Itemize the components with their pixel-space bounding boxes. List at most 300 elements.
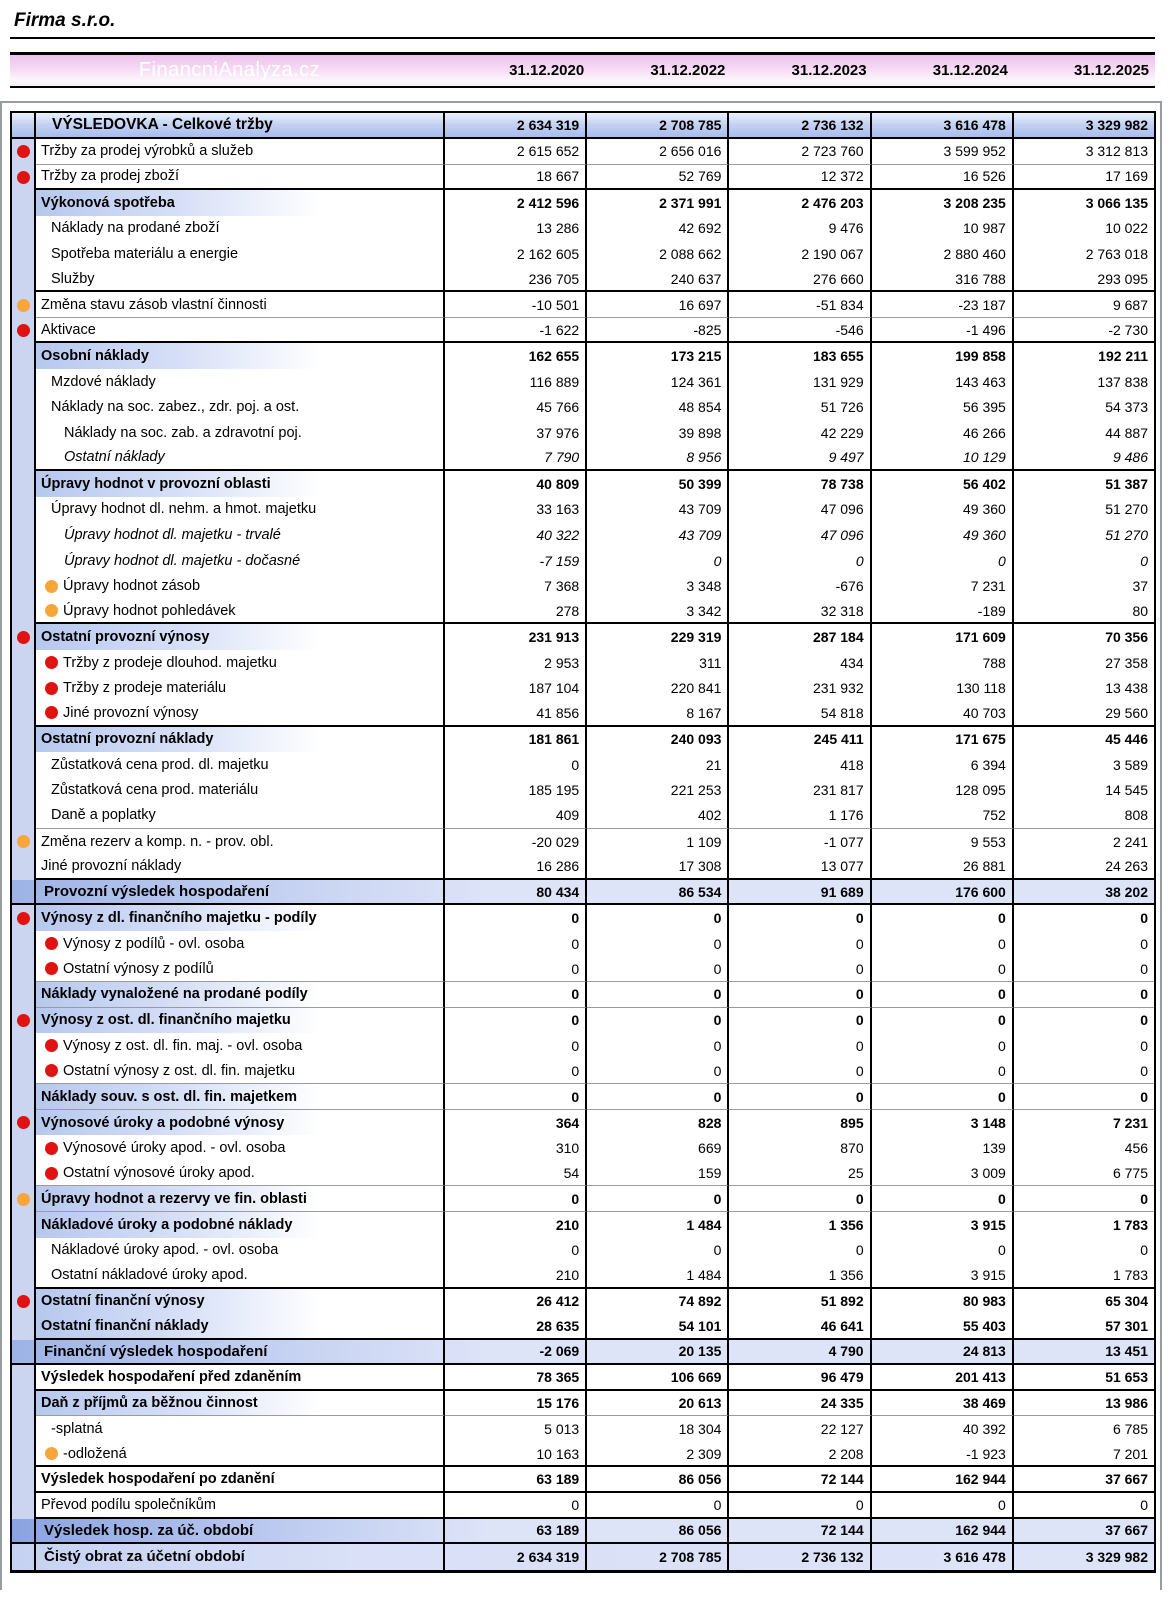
value-cell: 49 360 [872,497,1014,523]
row-label [36,1008,445,1034]
red-dot-icon [17,171,30,184]
row-indicator-gutter [12,880,36,904]
value-cell: 240 637 [587,267,729,293]
row-label-text: Ostatní výnosy z ost. dl. fin. majetku [63,1062,296,1079]
table-row [12,624,1154,650]
table-row [12,803,1154,829]
red-dot-icon [17,145,30,158]
table-row [12,548,1154,574]
row-indicator-gutter [12,241,36,267]
value-cell: 1 356 [729,1263,871,1289]
value-cell: 3 348 [587,573,729,599]
value-cell: 7 368 [445,573,587,599]
value-cell: 0 [1014,1493,1154,1519]
value-cell: 0 [587,1008,729,1034]
value-cell: 80 983 [872,1289,1014,1315]
row-label [36,1186,445,1212]
value-cell: 56 402 [872,471,1014,497]
value-cell: 2 723 760 [729,139,871,165]
row-label [36,548,445,574]
row-indicator-gutter [12,190,36,216]
value-cell: 46 641 [729,1314,871,1340]
value-cell: 788 [872,650,1014,676]
value-cell: 0 [1140,935,1149,952]
row-indicator-gutter [12,165,36,191]
value-cell: 51 270 [1105,526,1149,543]
row-indicator-gutter [12,1340,36,1364]
orange-dot-icon [17,835,30,848]
row-label-text: Převod podílu společníkům [41,1496,216,1513]
value-cell: 3 009 [872,1161,1014,1187]
value-cell: 0 [872,1238,1014,1264]
value-cell: 48 854 [587,394,729,420]
value-cell: 0 [445,1238,587,1264]
value-cell: 2 190 067 [729,241,871,267]
value-cell: 199 858 [872,343,1014,369]
value-cell: 276 660 [729,267,871,293]
row-label-text: Ostatní náklady [64,449,165,466]
row-label [36,1314,445,1340]
value-cell: 51 726 [729,394,871,420]
value-cell: -2 069 [445,1340,587,1364]
row-label-text: Zůstatková cena prod. materiálu [51,782,259,799]
table-row [12,727,1154,753]
row-label [36,1110,445,1136]
row-label-text: VÝSLEDOVKA - Celkové tržby [52,116,273,133]
value-cell: 220 841 [587,675,729,701]
value-cell: 0 [445,1084,587,1110]
table-row [12,1340,1154,1366]
row-label [36,624,445,650]
value-cell: 63 189 [445,1467,587,1493]
row-indicator-gutter [12,1442,36,1468]
row-label-text: Změna rezerv a komp. n. - prov. obl. [41,833,274,850]
row-indicator-gutter [12,803,36,829]
value-cell: 16 526 [872,165,1014,191]
value-cell: 0 [445,931,587,957]
table-row [12,1033,1154,1059]
value-cell: -2 730 [1014,318,1154,344]
value-cell: 8 167 [587,701,729,727]
value-cell: 16 697 [587,292,729,318]
table-row [12,318,1154,344]
table-row [12,752,1154,778]
value-cell: 1 484 [587,1263,729,1289]
value-cell: 80 [1014,599,1154,625]
value-cell: 236 705 [445,267,587,293]
row-indicator-gutter [12,1135,36,1161]
row-label [36,982,445,1008]
value-cell: 78 365 [445,1365,587,1391]
value-cell: 20 613 [587,1391,729,1417]
value-cell: 43 709 [587,522,729,548]
value-cell: 2 412 596 [445,190,587,216]
value-cell: 2 763 018 [1085,245,1149,262]
row-label-text: Výnosy z ost. dl. fin. maj. - ovl. osoba [63,1037,303,1054]
row-label-text: Úpravy hodnot dl. majetku - trvalé [64,526,281,543]
row-label-text: Daň z příjmů za běžnou činnost [41,1395,258,1412]
value-cell: 40 809 [445,471,587,497]
row-label [36,727,445,753]
row-indicator-gutter [12,957,36,983]
table-row [12,1314,1154,1340]
row-indicator-gutter [12,1186,36,1212]
value-cell: 187 104 [445,675,587,701]
value-cell: 2 634 319 [445,113,587,137]
row-label-text: Tržby za prodej zboží [41,168,180,185]
value-cell: 0 [729,1493,871,1519]
table-row [12,675,1154,701]
row-label-text: Náklady vynaložené na prodané podíly [41,986,308,1003]
row-indicator-gutter [12,1238,36,1264]
row-indicator-gutter [12,650,36,676]
value-cell: 2 162 605 [445,241,587,267]
table-row [12,829,1154,855]
row-label-text: Nákladové úroky a podobné náklady [41,1216,293,1233]
value-cell: 0 [729,1033,871,1059]
value-cell: 42 229 [729,420,871,446]
value-cell: 173 215 [587,343,729,369]
row-label [36,139,445,165]
value-cell: 14 545 [1105,782,1149,799]
value-cell: 27 358 [1105,654,1149,671]
value-cell: 0 [729,957,871,983]
value-cell: 9 486 [1014,446,1154,472]
row-label [36,267,445,293]
value-cell: 2 953 [445,650,587,676]
value-cell: 434 [729,650,871,676]
row-label [36,394,445,420]
value-cell: -51 834 [729,292,871,318]
table-row [12,113,1154,139]
value-cell: 808 [1014,803,1154,829]
value-cell: 0 [872,1084,1014,1110]
row-label [36,880,445,904]
row-indicator-gutter [12,1110,36,1136]
value-cell: 0 [872,982,1014,1008]
row-indicator-gutter [12,446,36,472]
value-cell: 1 356 [729,1212,871,1238]
row-indicator-gutter [12,1416,36,1442]
value-cell: 86 056 [587,1467,729,1493]
row-label [36,190,445,216]
table-row [12,1084,1154,1110]
value-cell: 3 312 813 [1014,139,1154,165]
value-cell: 52 769 [587,165,729,191]
value-cell: 54 373 [1105,399,1149,416]
watermark-logo: FinancniAnalyza.cz [138,59,321,81]
value-cell: 50 399 [587,471,729,497]
red-dot-icon [45,1064,58,1077]
row-indicator-gutter [12,1033,36,1059]
value-cell: 18 304 [587,1416,729,1442]
row-label-text: Aktivace [41,321,96,338]
row-indicator-gutter [12,497,36,523]
value-cell: 55 403 [872,1314,1014,1340]
value-cell: 9 687 [1014,292,1154,318]
value-cell: 2 476 203 [729,190,871,216]
value-cell: 0 [445,957,587,983]
value-cell: 5 013 [445,1416,587,1442]
value-cell: 0 [872,1186,1014,1212]
row-label-text: Náklady souv. s ost. dl. fin. majetkem [41,1088,297,1105]
value-cell: 221 253 [587,778,729,804]
row-indicator-gutter [12,1544,36,1570]
value-cell: 37 667 [1105,1522,1149,1539]
value-cell: 42 692 [587,216,729,242]
value-cell: 24 335 [729,1391,871,1417]
row-indicator-gutter [12,139,36,165]
value-cell: 10 163 [445,1442,587,1468]
value-cell: 0 [729,1059,871,1085]
row-label [36,216,445,242]
value-cell: 6 775 [1014,1161,1154,1187]
value-cell: 80 434 [445,880,587,904]
value-cell: 0 [1140,910,1149,927]
red-dot-icon [45,656,58,669]
value-cell: 131 929 [729,369,871,395]
row-label-text: Tržby z prodeje dlouhod. majetku [63,654,277,671]
value-cell: 33 163 [445,497,587,523]
red-dot-icon [45,706,58,719]
table-row [12,931,1154,957]
value-cell: 26 412 [445,1289,587,1315]
value-cell: 0 [872,931,1014,957]
value-cell: 20 135 [587,1340,729,1364]
row-label [36,1519,445,1543]
value-cell: 6 394 [872,752,1014,778]
value-cell: 3 148 [872,1110,1014,1136]
row-label [36,1059,445,1085]
date-column-header: 31.12.2024 [932,62,1008,79]
value-cell: 3 342 [587,599,729,625]
row-indicator-gutter [12,675,36,701]
table-row [12,343,1154,369]
value-cell: 287 184 [729,624,871,650]
row-label-text: Čistý obrat za účetní období [44,1548,245,1566]
row-label-text: Osobní náklady [41,348,149,365]
row-label [36,1340,445,1364]
value-cell: 49 360 [872,522,1014,548]
value-cell: 2 208 [729,1442,871,1468]
table-row [12,1442,1154,1468]
value-cell: 10 129 [872,446,1014,472]
row-label [36,1442,445,1468]
value-cell: 9 553 [872,829,1014,855]
value-cell: 12 372 [729,165,871,191]
value-cell: -1 077 [729,829,871,855]
value-cell: -7 159 [445,548,587,574]
value-cell: 7 231 [1112,1114,1149,1131]
value-cell: 0 [445,752,587,778]
value-cell: 72 144 [729,1467,871,1493]
value-cell: -825 [587,318,729,344]
row-label-text: Výsledek hosp. za úč. období [44,1521,254,1539]
value-cell: 38 202 [1105,883,1149,900]
value-cell: 7 231 [872,573,1014,599]
table-row [12,1212,1154,1238]
value-cell: 15 176 [445,1391,587,1417]
red-dot-icon [17,1116,30,1129]
value-cell: 0 [587,1493,729,1519]
row-indicator-gutter [12,829,36,855]
red-dot-icon [45,937,58,950]
value-cell: 13 438 [1105,680,1149,697]
row-label-text: Ostatní finanční výnosy [41,1293,205,1310]
value-cell: 54 [445,1161,587,1187]
value-cell: 8 956 [587,446,729,472]
table-row [12,982,1154,1008]
row-label [36,1212,445,1238]
value-cell: 310 [445,1135,587,1161]
row-indicator-gutter [12,701,36,727]
brand-band [10,52,1155,88]
value-cell: 47 096 [729,497,871,523]
table-row [12,701,1154,727]
value-cell: 91 689 [729,880,871,904]
value-cell: 3 066 135 [1085,194,1149,211]
value-cell: 418 [729,752,871,778]
value-cell: 0 [1014,1084,1154,1110]
value-cell: 0 [872,1059,1014,1085]
table-row [12,1110,1154,1136]
red-dot-icon [17,631,30,644]
table-row [12,1059,1154,1085]
table-row [12,241,1154,267]
value-cell: 37 976 [445,420,587,446]
row-label-text: -splatná [51,1421,103,1438]
value-cell: 0 [445,982,587,1008]
value-cell: 40 703 [872,701,1014,727]
row-label-text: Výnosy z ost. dl. finančního majetku [41,1012,291,1029]
row-indicator-gutter [12,1212,36,1238]
value-cell: 0 [729,982,871,1008]
value-cell: 37 667 [1014,1467,1154,1493]
row-label [36,522,445,548]
value-cell: 176 600 [872,880,1014,904]
red-dot-icon [17,324,30,337]
value-cell: 16 286 [445,854,587,880]
value-cell: 47 096 [729,522,871,548]
row-label [36,1084,445,1110]
red-dot-icon [45,962,58,975]
value-cell: 240 093 [587,727,729,753]
row-label-text: Úpravy hodnot dl. nehm. a hmot. majetku [51,501,317,518]
value-cell: 3 915 [872,1212,1014,1238]
value-cell: 669 [587,1135,729,1161]
value-cell: 17 308 [587,854,729,880]
row-indicator-gutter [12,1493,36,1519]
income-statement-rows [12,113,1154,1570]
value-cell: 10 022 [1105,220,1149,237]
table-row [12,139,1154,165]
value-cell: 245 411 [729,727,871,753]
value-cell: 124 361 [587,369,729,395]
value-cell: 0 [872,548,1014,574]
value-cell: 0 [872,905,1014,931]
value-cell: -1 496 [872,318,1014,344]
value-cell: 2 708 785 [587,1544,729,1570]
value-cell: 7 790 [445,446,587,472]
value-cell: 0 [1014,1059,1154,1085]
row-label-text: Náklady na soc. zab. a zdravotní poj. [64,424,302,441]
row-indicator-gutter [12,1289,36,1315]
value-cell: 9 476 [729,216,871,242]
row-indicator-gutter [12,982,36,1008]
value-cell: 44 887 [1105,424,1149,441]
row-label-text: Ostatní nákladové úroky apod. [51,1266,248,1283]
row-label [36,675,445,701]
date-column-header: 31.12.2025 [1073,62,1150,79]
row-label-text: Ostatní provozní náklady [41,731,214,748]
value-cell: 3 208 235 [872,190,1014,216]
row-label-text: Výnosové úroky apod. - ovl. osoba [63,1140,286,1157]
value-cell: 201 413 [872,1365,1014,1391]
value-cell: 278 [445,599,587,625]
value-cell: 0 [1014,1186,1154,1212]
value-cell: 171 675 [872,727,1014,753]
value-cell: 0 [445,1033,587,1059]
row-label [36,292,445,318]
value-cell: 37 [1132,578,1149,595]
table-row [12,1519,1154,1545]
value-cell: 51 387 [1105,475,1149,492]
value-cell: 185 195 [445,778,587,804]
value-cell: 0 [445,1008,587,1034]
value-cell: 106 669 [587,1365,729,1391]
value-cell: 0 [729,1084,871,1110]
row-indicator-gutter [12,216,36,242]
row-indicator-gutter [12,1263,36,1289]
table-row [12,650,1154,676]
table-row [12,1161,1154,1187]
row-indicator-gutter [12,1084,36,1110]
row-label-text: Výsledek hospodaření po zdanění [41,1471,275,1488]
table-row [12,267,1154,293]
value-cell: 96 479 [729,1365,871,1391]
value-cell: 43 709 [587,497,729,523]
value-cell: 0 [729,1008,871,1034]
value-cell: 22 127 [729,1416,871,1442]
value-cell: 45 446 [1105,731,1149,748]
row-indicator-gutter [12,1365,36,1391]
value-cell: 2 656 016 [587,139,729,165]
value-cell: 18 667 [445,165,587,191]
value-cell: 0 [729,1238,871,1264]
value-cell: 192 211 [1098,348,1149,365]
value-cell: 210 [445,1263,587,1289]
value-cell: 1 484 [587,1212,729,1238]
value-cell: 56 395 [872,394,1014,420]
value-cell: 40 392 [872,1416,1014,1442]
table-row [12,957,1154,983]
value-cell: 0 [872,1008,1014,1034]
row-label-text: Ostatní výnosové úroky apod. [63,1165,255,1182]
row-indicator-gutter [12,267,36,293]
value-cell: 171 609 [872,624,1014,650]
value-cell: 0 [729,548,871,574]
row-indicator-gutter [12,1391,36,1417]
value-cell: 65 304 [1105,1293,1149,1310]
table-row [12,216,1154,242]
row-label [36,1161,445,1187]
date-column-header: 31.12.2020 [509,62,585,79]
value-cell: 78 738 [729,471,871,497]
table-row [12,573,1154,599]
orange-dot-icon [45,580,58,593]
row-label-text: Výsledek hospodaření před zdaněním [41,1369,302,1386]
value-cell: -20 029 [445,829,587,855]
